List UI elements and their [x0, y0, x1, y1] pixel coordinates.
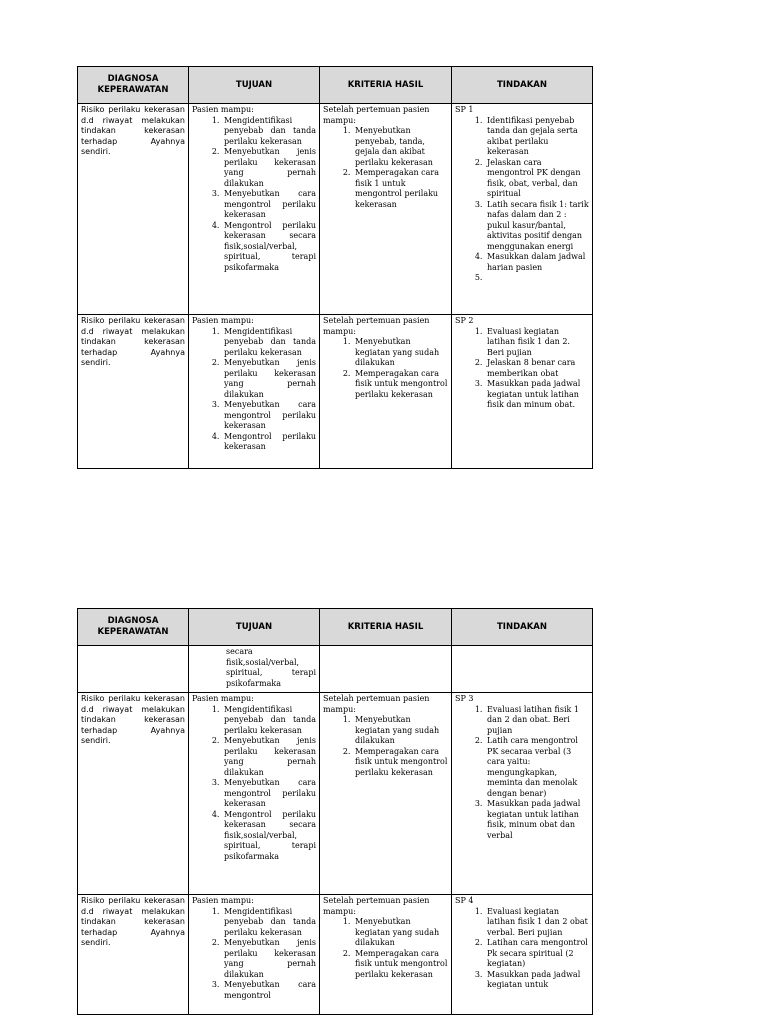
list-item: 3. Menyebutkan cara mengontrol perilaku kekerasan: [222, 189, 316, 221]
header-tindakan: TINDAKAN: [452, 609, 593, 646]
diagnosa-cell: Risiko perilaku kekerasan d.d riwayat melakukan tindakan kekerasan terhadap Ayahnya sendiri.: [78, 104, 189, 315]
list-item: 3. Menyebutkan cara mengontrol perilaku kekerasan: [222, 400, 316, 432]
header-kriteria: KRITERIA HASIL: [320, 609, 452, 646]
list-item: 2. Latihan cara mengontrol Pk secara spiritual (2 kegiatan): [485, 938, 589, 970]
list-item: 4. Mengontrol perilaku kekerasan: [222, 432, 316, 453]
tujuan-head: Pasien mampu:: [192, 694, 254, 703]
diagnosa-cell: Risiko perilaku kekerasan d.d riwayat melakukan tindakan kekerasan terhadap Ayahnya sendiri.: [78, 315, 189, 469]
list-item: 1. Mengidentifikasi penyebab dan tanda perilaku kekerasan: [222, 327, 316, 359]
tujuan-cell: [189, 646, 320, 693]
header-row: [78, 67, 593, 104]
tindakan-head: SP 2: [455, 316, 474, 325]
list-item: 2. Memperagakan cara fisik untuk mengontrol perilaku kekerasan: [353, 747, 448, 779]
tindakan-head: SP 3: [455, 694, 474, 703]
care-plan-table-2: [77, 608, 593, 1015]
diagnosa-cell: Risiko perilaku kekerasan d.d riwayat melakukan tindakan kekerasan terhadap Ayahnya sendiri.: [78, 895, 189, 1015]
list-item: 2. Jelaskan 8 benar cara memberikan obat: [485, 358, 589, 379]
tujuan-cell: [189, 104, 320, 315]
header-diagnosa: DIAGNOSA KEPERAWATAN: [78, 67, 189, 104]
tindakan-cell: [452, 104, 593, 315]
kriteria-cell: [320, 895, 452, 1015]
list-item: 2. Memperagakan cara fisik untuk mengontrol perilaku kekerasan: [353, 949, 448, 981]
list-item: 3. Masukkan pada jadwal kegiatan untuk: [485, 970, 589, 991]
care-plan-table-1: [77, 66, 593, 469]
kriteria-cell: [320, 646, 452, 693]
list-item: 3. Menyebutkan cara mengontrol perilaku kekerasan: [222, 778, 316, 810]
list-item: 2. Menyebutkan jenis perilaku kekerasan yang pernah dilakukan: [222, 147, 316, 189]
list-item: 4. Masukkan dalam jadwal harian pasien: [485, 252, 589, 273]
list-item: 1. Menyebutkan kegiatan yang sudah dilakukan: [353, 917, 448, 949]
header-tujuan: TUJUAN: [189, 67, 320, 104]
kriteria-head: Setelah pertemuan pasien mampu:: [323, 316, 430, 336]
list-item: 1. Menyebutkan kegiatan yang sudah dilakukan: [353, 715, 448, 747]
tindakan-head: SP 4: [455, 896, 474, 905]
tujuan-head: Pasien mampu:: [192, 316, 254, 325]
continuation-row: [78, 646, 593, 693]
tindakan-cell: [452, 646, 593, 693]
diagnosa-cell: Risiko perilaku kekerasan d.d riwayat melakukan tindakan kekerasan terhadap Ayahnya sendiri.: [78, 693, 189, 895]
list-item: 1. Menyebutkan kegiatan yang sudah dilakukan: [353, 337, 448, 369]
list-item: 3. Masukkan pada jadwal kegiatan untuk latihan fisik, minum obat dan verbal: [485, 799, 589, 841]
list-item: 2. Latih cara mengontrol PK secaraa verbal (3 cara yaitu: mengungkapkan, meminta dan menolak dengan benar): [485, 736, 589, 799]
list-item: 2. Menyebutkan jenis perilaku kekerasan yang pernah dilakukan: [222, 358, 316, 400]
list-item: [485, 273, 589, 284]
tujuan-cell: [189, 315, 320, 469]
tindakan-head: SP 1: [455, 105, 474, 114]
list-item: 1. Menyebutkan penyebab, tanda, gejala dan akibat perilaku kekerasan: [353, 126, 448, 168]
diagnosa-cell: [78, 646, 189, 693]
table-row: [78, 104, 593, 315]
table-row: [78, 315, 593, 469]
list-item: 3. Latih secara fisik 1: tarik nafas dalam dan 2 : pukul kasur/bantal, aktivitas positif dengan menggunakan energi: [485, 200, 589, 253]
tujuan-head: Pasien mampu:: [192, 105, 254, 114]
tujuan-cell: [189, 693, 320, 895]
list-item: 1. Evaluasi latihan fisik 1 dan 2 dan obat. Beri pujian: [485, 705, 589, 737]
header-tujuan: TUJUAN: [189, 609, 320, 646]
kriteria-cell: [320, 693, 452, 895]
continuation-text: secara fisik,sosial/verbal, spiritual, terapi psikofarmaka: [226, 647, 316, 688]
kriteria-cell: [320, 315, 452, 469]
list-item: 2. Memperagakan cara fisik 1 untuk mengontrol perilaku kekerasan: [353, 168, 448, 210]
kriteria-head: Setelah pertemuan pasien mampu:: [323, 896, 430, 916]
tujuan-head: Pasien mampu:: [192, 896, 254, 905]
kriteria-head: Setelah pertemuan pasien mampu:: [323, 105, 430, 125]
tujuan-cell: [189, 895, 320, 1015]
list-item: 1. Mengidentifikasi penyebab dan tanda perilaku kekerasan: [222, 116, 316, 148]
table-row: [78, 895, 593, 1015]
tindakan-cell: [452, 693, 593, 895]
list-item: 4. Mengontrol perilaku kekerasan secara fisik,sosial/verbal, spiritual, terapi psikofarmaka: [222, 810, 316, 863]
list-item: 2. Menyebutkan jenis perilaku kekerasan yang pernah dilakukan: [222, 938, 316, 980]
list-item: 3. Masukkan pada jadwal kegiatan untuk latihan fisik dan minum obat.: [485, 379, 589, 411]
tindakan-cell: [452, 315, 593, 469]
list-item: 1. Identifikasi penyebab tanda dan gejala serta akibat perilaku kekerasan: [485, 116, 589, 158]
list-item: 2. Menyebutkan jenis perilaku kekerasan yang pernah dilakukan: [222, 736, 316, 778]
kriteria-head: Setelah pertemuan pasien mampu:: [323, 694, 430, 714]
tindakan-cell: [452, 895, 593, 1015]
kriteria-cell: [320, 104, 452, 315]
list-item: 1. Mengidentifikasi penyebab dan tanda perilaku kekerasan: [222, 907, 316, 939]
list-item: 2. Memperagakan cara fisik untuk mengontrol perilaku kekerasan: [353, 369, 448, 401]
list-item: 3. Menyebutkan cara mengontrol: [222, 980, 316, 1001]
header-diagnosa: DIAGNOSA KEPERAWATAN: [78, 609, 189, 646]
list-item: 2. Jelaskan cara mengontrol PK dengan fisik, obat, verbal, dan spiritual: [485, 158, 589, 200]
list-item: 4. Mengontrol perilaku kekerasan secara fisik,sosial/verbal, spiritual, terapi psikofarmaka: [222, 221, 316, 274]
list-item: 1. Mengidentifikasi penyebab dan tanda perilaku kekerasan: [222, 705, 316, 737]
header-tindakan: TINDAKAN: [452, 67, 593, 104]
header-kriteria: KRITERIA HASIL: [320, 67, 452, 104]
list-item: 1. Evaluasi kegiatan latihan fisik 1 dan 2 obat verbal. Beri pujian: [485, 907, 589, 939]
list-item: 1. Evaluasi kegiatan latihan fisik 1 dan 2. Beri pujian: [485, 327, 589, 359]
header-row: [78, 609, 593, 646]
table-row: [78, 693, 593, 895]
